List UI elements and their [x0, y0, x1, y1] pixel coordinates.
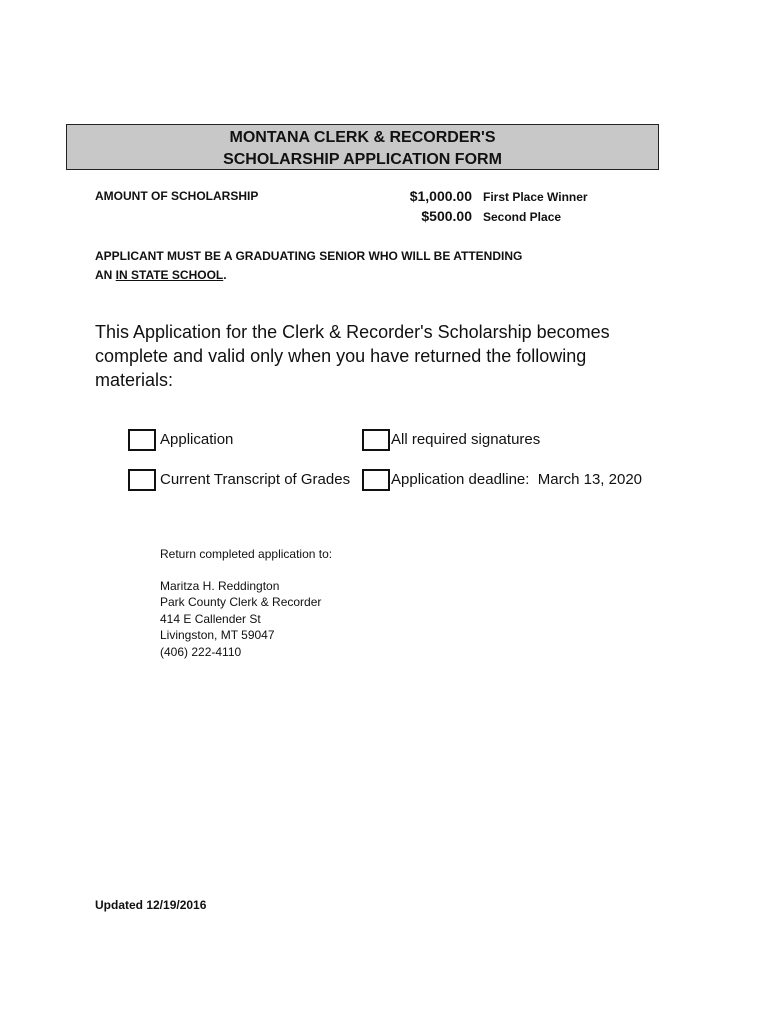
second-place-description: Second Place [483, 210, 562, 224]
intro-paragraph: This Application for the Clerk & Recorder's Scholarship becomes complete and valid only when you have returned the following materials: [95, 322, 610, 390]
application-checkbox-label: Application [160, 431, 234, 448]
requirement-line-2 [95, 266, 655, 285]
second-place-amount: $500.00 [421, 208, 472, 224]
amount-label: AMOUNT OF SCHOLARSHIP [95, 189, 259, 203]
form-title-line-2: SCHOLARSHIP APPLICATION FORM [223, 151, 502, 168]
first-place-amount: $1,000.00 [409, 188, 472, 204]
return-address-block [160, 546, 332, 660]
requirement-line-1: APPLICANT MUST BE A GRADUATING SENIOR WHO WILL BE ATTENDING [95, 249, 523, 263]
requirement-prefix: AN [95, 268, 116, 282]
form-title-line-1: MONTANA CLERK & RECORDER'S [229, 129, 496, 146]
signatures-checkbox-label: All required signatures [391, 431, 541, 448]
eligibility-requirement [95, 247, 655, 285]
contact-phone: (406) 222-4110 [160, 644, 242, 659]
deadline-checkbox-label: Application deadline: March 13, 2020 [391, 471, 643, 488]
transcript-checkbox[interactable] [128, 469, 156, 491]
form-title [66, 124, 659, 170]
first-place-description: First Place Winner [483, 190, 588, 204]
contact-city: Livingston, MT 59047 [160, 628, 275, 642]
transcript-checkbox-label: Current Transcript of Grades [160, 471, 351, 488]
updated-date: Updated 12/19/2016 [95, 898, 207, 912]
return-heading: Return completed application to: [160, 547, 333, 561]
requirement-suffix: . [223, 268, 227, 282]
contact-name: Maritza H. Reddington [160, 578, 280, 593]
contact-street: 414 E Callender St [160, 611, 261, 626]
application-checkbox[interactable] [128, 429, 156, 451]
in-state-school-text: IN STATE SCHOOL [115, 268, 224, 282]
deadline-checkbox[interactable] [362, 469, 390, 491]
contact-office: Park County Clerk & Recorder [160, 595, 322, 609]
signatures-checkbox[interactable] [362, 429, 390, 451]
